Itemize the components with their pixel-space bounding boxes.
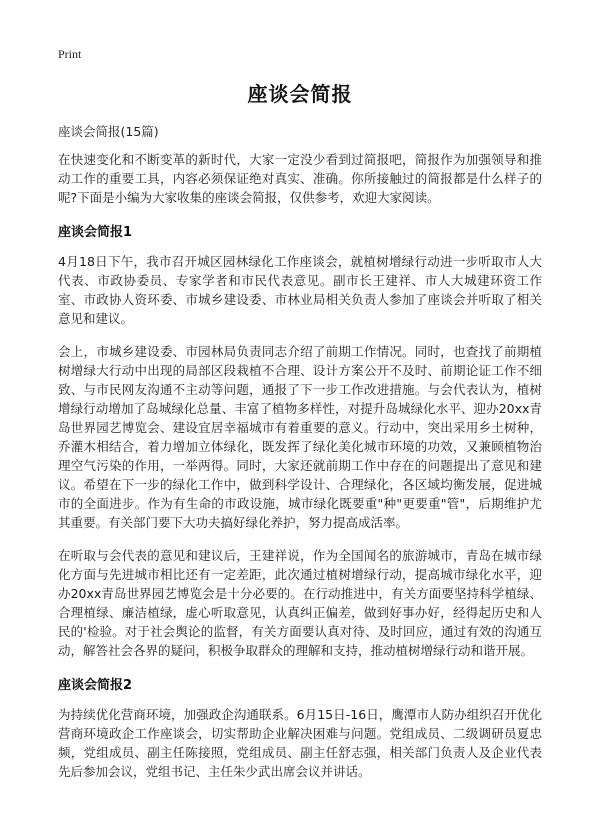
page-title: 座谈会简报 <box>247 82 353 106</box>
document-subtitle: 座谈会简报(15篇) <box>58 124 159 139</box>
section-2-paragraph-1: 为持续优化营商环境，加强政企沟通联系。6月15日-16日，鹰潭市人防办组织召开优化营商环境政企工作座谈会，切实帮助企业解决困难与问题。党组成员、二级调研员夏忠频，党组成员、副主任陈接照，党组成员、副主任舒志强，相关部门负责人及企业代表先后参加会议，党组书记、主任朱少武出席会议并讲话。 <box>58 707 542 779</box>
document-body <box>58 150 542 795</box>
section-1-paragraph-3: 在听取与会代表的意见和建议后，王建祥说，作为全国闻名的旅游城市，青岛在城市绿化方面与先进城市相比还有一定差距，此次通过植树增绿行动，提高城市绿化水平，迎办20xx青岛世界园艺博览会是十分必要的。在行动推进中，有关方面要坚持科学植绿、合理植绿、廉洁植绿，虚心听取意见，认真纠正偏差，做到好事办好，经得起历史和人民的'检验。对于社会舆论的监督，有关方面要认真对待、及时回应，通过有效的沟通互动，解答社会各界的疑问，积极争取群众的理解和支持，推动植树增绿行动和谐开展。 <box>58 548 542 658</box>
section-1-paragraph-2: 会上，市城乡建设委、市园林局负责同志介绍了前期工作情况。同时，也查找了前期植树增绿大行动中出现的局部区段栽植不合理、设计方案公开不及时、前期论证工作不细致、与市民网友沟通不主动等问题，通报了下一步工作改进措施。与会代表认为，植树增绿行动增加了岛城绿化总量、丰富了植物多样性，对提升岛城绿化水平、迎办20xx青岛世界园艺博览会、建设宜居幸福城市有着重要的意义。行动中，突出采用乡土树种，乔灌木相结合，着力增加立体绿化，既发挥了绿化美化城市环境的功效，又兼顾植物治理空气污染的作用，一举两得。同时，大家还就前期工作中存在的问题提出了意见和建议。希望在下一步的绿化工作中，做到科学设计、合理绿化，各区域均衡发展，促进城市的全面进步。作为有生命的市政设施，城市绿化既要重"种"更要重"管"，后期维护尤其重要。有关部门要下大功夫搞好绿化养护，努力提高成活率。 <box>58 344 542 530</box>
section-heading-1: 座谈会简报1 <box>58 225 133 240</box>
intro-paragraph: 在快速变化和不断变革的新时代，大家一定没少看到过简报吧，简报作为加强领导和推动工作的重要工具，内容必须保证绝对真实、准确。你所接触过的简报都是什么样子的呢?下面是小编为大家收集的座谈会简报，仅供参考，欢迎大家阅读。 <box>58 152 542 205</box>
print-link[interactable]: Print <box>58 47 82 61</box>
section-1-paragraph-1: 4月18日下午，我市召开城区园林绿化工作座谈会，就植树增绿行动进一步听取市人大代表、市政协委员、专家学者和市民代表意见。副市长王建祥、市人大城建环资工作室、市政协人资环委、市城乡建设委、市林业局相关负责人参加了座谈会并听取了相关意见和建议。 <box>58 254 542 326</box>
section-heading-2: 座谈会简报2 <box>58 678 133 693</box>
